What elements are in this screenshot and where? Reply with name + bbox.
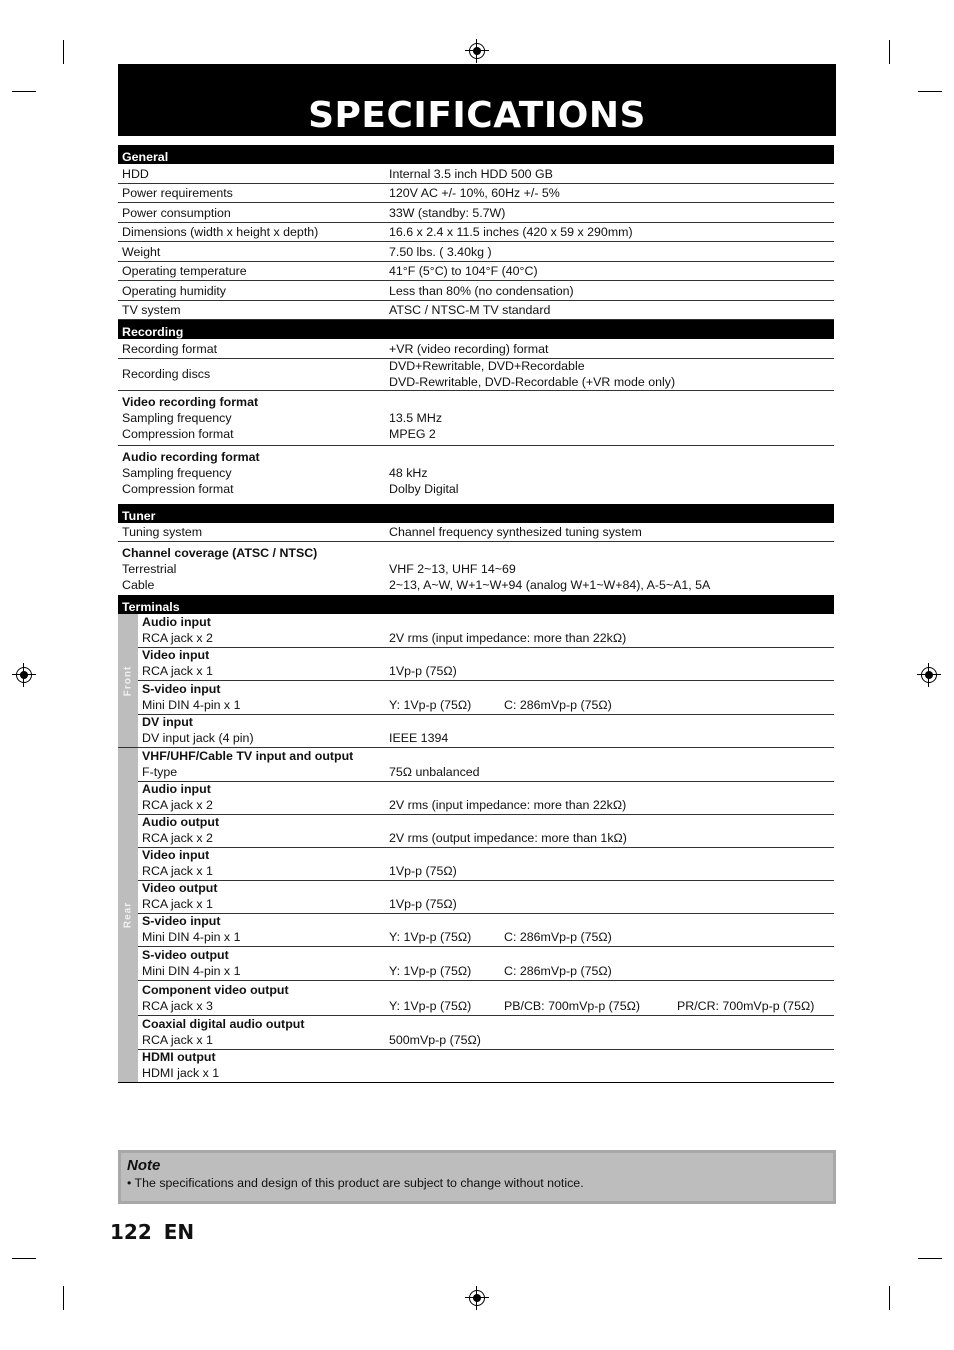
spec-sublabel: Cable [122,578,155,592]
specifications-table [118,145,834,1083]
crop-mark [12,1258,36,1259]
spec-sublabel: Sampling frequency [122,465,232,480]
terminal-detail: Mini DIN 4-pin x 1 [142,698,241,712]
side-label-text: Rear [122,901,134,929]
registration-mark-icon [921,667,937,683]
terminal-label [138,781,389,814]
terminal-name: HDMI output [142,1050,216,1064]
terminal-name: S-video output [142,948,229,962]
spec-value-line: Dolby Digital [389,481,459,496]
terminal-value-part: 2V rms (output impedance: more than 1kΩ) [389,831,627,845]
terminal-label [138,681,389,714]
section-header-terminals: Terminals [118,595,834,614]
terminal-row [138,881,834,914]
spec-row [118,223,834,243]
section-header-tuner: Tuner [118,504,834,523]
terminal-label [138,647,389,680]
spec-value: 120V AC +/- 10%, 60Hz +/- 5% [389,186,560,200]
terminal-value-part: 2V rms (input impedance: more than 22kΩ) [389,798,627,812]
spec-value-line: DVD+Rewritable, DVD+Recordable [389,359,585,373]
terminal-name: Audio output [142,815,220,829]
terminal-label [138,947,389,980]
crop-mark [889,1286,890,1310]
terminal-value [389,1081,834,1082]
terminal-name: DV input [142,715,193,729]
terminal-value-part: C: 286mVp-p (75Ω) [504,964,612,978]
rear-side-label [118,748,138,1082]
terminal-value [389,797,834,814]
registration-mark-icon [16,667,32,683]
terminal-value-part: C: 286mVp-p (75Ω) [504,930,612,944]
terminal-value [389,998,834,1015]
terminal-value-part: IEEE 1394 [389,731,449,745]
terminal-value [389,663,834,680]
terminal-name: Video output [142,881,218,895]
terminal-label [138,913,389,946]
spec-row [118,391,834,446]
terminals-rear-group [118,748,834,1083]
spec-value-line: VHF 2~13, UHF 14~69 [389,562,516,576]
terminal-row [138,1050,834,1082]
spec-row [118,203,834,223]
spec-sublabel: Terrestrial [122,562,177,576]
general-rows [118,164,834,320]
spec-heading: Audio recording format [122,449,260,464]
section-header-general: General [118,145,834,164]
terminal-row [138,981,834,1016]
terminal-detail: Mini DIN 4-pin x 1 [142,930,241,944]
spec-row [118,242,834,262]
spec-row [118,339,834,359]
terminal-label [138,982,389,1015]
spec-label: TV system [122,303,181,317]
terminal-value [389,830,834,847]
spec-value-line: 2~13, A~W, W+1~W+94 (analog W+1~W+84), A-5~A1, 5A [389,578,711,592]
terminal-value-part: C: 286mVp-p (75Ω) [504,698,612,712]
terminal-value [389,896,834,913]
terminal-value [389,764,834,781]
terminal-detail: RCA jack x 2 [142,631,213,645]
spec-row [118,164,834,184]
crop-mark [63,1286,64,1310]
note-text: • The specifications and design of this product are subject to change without notice. [127,1176,584,1190]
terminal-label [138,614,389,647]
spec-value: +VR (video recording) format [389,341,549,356]
spec-label: Operating humidity [122,283,226,298]
terminal-detail: RCA jack x 2 [142,798,213,812]
spec-label: Power consumption [122,205,231,220]
crop-mark [918,1258,942,1259]
rear-terminal-rows [138,748,834,1082]
spec-value-line: 13.5 MHz [389,410,443,425]
crop-mark [12,91,36,92]
note-inner [121,1153,833,1201]
page-footer [110,1220,206,1244]
terminal-detail: DV input jack (4 pin) [142,731,254,745]
terminal-value-part: 500mVp-p (75Ω) [389,1033,481,1047]
spec-row [118,184,834,204]
terminal-detail: RCA jack x 1 [142,897,213,911]
terminal-value-part: Y: 1Vp-p (75Ω) [389,698,472,712]
terminal-value [389,697,834,714]
terminal-value [389,929,834,946]
spec-value-line: 48 kHz [389,465,428,480]
front-side-label [118,614,138,747]
spec-value: 41°F (5°C) to 104°F (40°C) [389,264,538,278]
spec-label [118,449,389,497]
terminal-row [138,648,834,681]
spec-label: Weight [122,244,161,259]
terminal-name: Video input [142,848,210,862]
spec-label [118,545,389,593]
spec-label: Tuning system [122,525,203,539]
terminal-label [138,714,389,747]
terminal-name: VHF/UHF/Cable TV input and output [142,749,354,763]
spec-row [118,281,834,301]
registration-mark-icon [469,1290,485,1306]
terminal-value-part: PR/CR: 700mVp-p (75Ω) [677,999,815,1013]
terminal-detail: HDMI jack x 1 [142,1066,220,1080]
terminal-row [138,848,834,881]
terminal-value-part: 1Vp-p (75Ω) [389,864,457,878]
spec-value: ATSC / NTSC-M TV standard [389,303,551,317]
spec-label: Dimensions (width x height x depth) [122,225,319,239]
terminal-value-part: 2V rms (input impedance: more than 22kΩ) [389,631,627,645]
spec-label: Power requirements [122,186,233,200]
terminal-name: Video input [142,648,210,662]
section-header-recording: Recording [118,320,834,339]
terminal-value [389,730,834,747]
terminal-value-part: 1Vp-p (75Ω) [389,664,457,678]
terminal-row [138,947,834,981]
spec-label: Recording discs [122,367,211,381]
spec-row [118,446,834,500]
terminal-name: Audio input [142,615,211,629]
terminal-name: Audio input [142,782,211,796]
terminal-detail: RCA jack x 2 [142,831,213,845]
spec-label: HDD [122,166,149,181]
spec-row [118,359,834,391]
terminal-value-part: 1Vp-p (75Ω) [389,897,457,911]
spec-row [118,262,834,282]
spec-sublabel: Compression format [122,481,234,496]
crop-mark [63,40,64,64]
terminal-value [389,630,834,647]
spec-row [118,542,834,595]
terminal-detail: RCA jack x 1 [142,1033,213,1047]
terminal-label [138,814,389,847]
terminal-detail: RCA jack x 3 [142,999,213,1013]
spec-value: 33W (standby: 5.7W) [389,205,506,220]
crop-mark [889,40,890,64]
page-language: EN [163,1220,195,1244]
terminal-value [389,963,834,980]
terminal-value-part: Y: 1Vp-p (75Ω) [389,964,472,978]
terminal-label [138,748,389,781]
terminal-value [389,863,834,880]
terminal-row [138,681,834,715]
spec-heading: Channel coverage (ATSC / NTSC) [122,546,318,560]
spec-value [389,394,834,442]
terminal-value-part: PB/CB: 700mVp-p (75Ω) [504,999,640,1013]
terminal-row [138,782,834,815]
terminal-detail: F-type [142,765,178,779]
spec-sublabel: Compression format [122,426,234,441]
spec-value [389,358,834,390]
spec-row [118,523,834,543]
page-title: SPECIFICATIONS [118,64,836,136]
front-terminal-rows [138,614,834,747]
terminal-label [138,1049,389,1082]
spec-value: 7.50 lbs. ( 3.40kg ) [389,244,492,259]
terminal-detail: RCA jack x 1 [142,864,213,878]
spec-value: Less than 80% (no condensation) [389,283,574,298]
spec-value [389,545,834,593]
side-label-text: Front [122,665,134,696]
registration-mark-icon [469,43,485,59]
terminals-front-group [118,614,834,748]
page-number: 122 [110,1220,152,1244]
terminal-value [389,1032,834,1049]
terminal-detail: RCA jack x 1 [142,664,213,678]
terminal-name: Coaxial digital audio output [142,1017,305,1031]
terminal-row [138,748,834,782]
spec-heading: Video recording format [122,394,259,409]
terminal-value-part: Y: 1Vp-p (75Ω) [389,930,472,944]
terminal-row [138,614,834,648]
terminal-detail: Mini DIN 4-pin x 1 [142,964,241,978]
spec-value: Internal 3.5 inch HDD 500 GB [389,166,553,181]
note-box [118,1150,836,1204]
terminal-value-part: Y: 1Vp-p (75Ω) [389,999,472,1013]
spec-row [118,301,834,321]
spec-value: 16.6 x 2.4 x 11.5 inches (420 x 59 x 290mm) [389,225,633,239]
note-title: Note [127,1157,161,1174]
terminal-value-part: 75Ω unbalanced [389,765,480,779]
spec-value-line: DVD-Rewritable, DVD-Recordable (+VR mode only) [389,375,676,389]
spec-value [389,449,834,497]
terminal-row [138,815,834,848]
spec-label: Recording format [122,341,218,356]
spec-sublabel: Sampling frequency [122,410,232,425]
spec-value: Channel frequency synthesized tuning system [389,525,642,539]
terminal-label [138,880,389,913]
terminal-row [138,715,834,747]
terminal-name: S-video input [142,914,221,928]
terminal-label [138,1016,389,1049]
crop-mark [918,91,942,92]
spec-label [118,394,389,442]
terminal-name: S-video input [142,682,221,696]
terminal-name: Component video output [142,983,289,997]
spec-value-line: MPEG 2 [389,426,436,441]
terminal-label [138,847,389,880]
terminal-row [138,914,834,947]
terminal-row [138,1016,834,1050]
spec-label: Operating temperature [122,264,247,278]
